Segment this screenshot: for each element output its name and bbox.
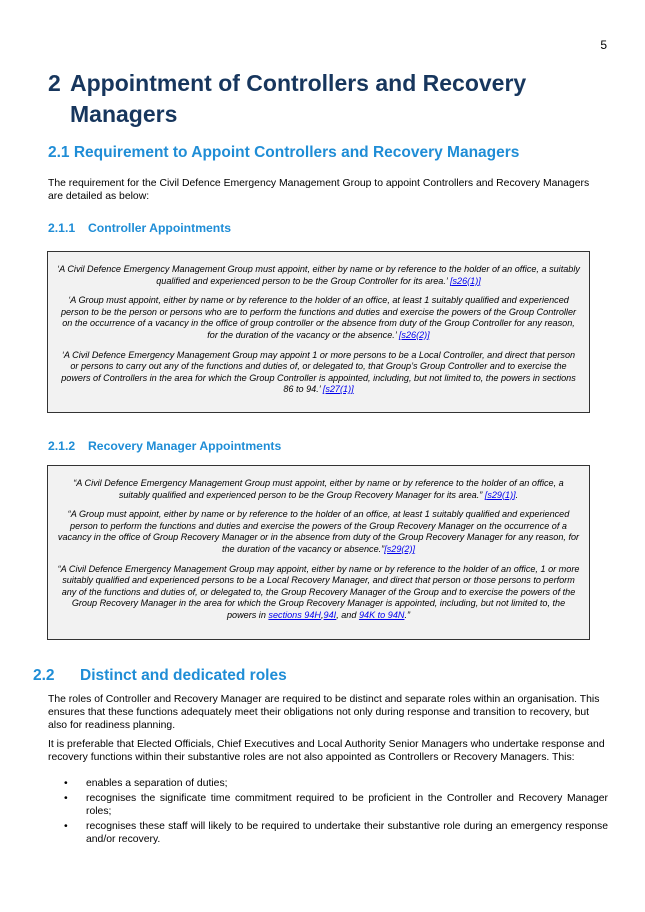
section-number: 2.1.1 bbox=[48, 221, 76, 235]
recovery-manager-quote-box bbox=[47, 465, 590, 640]
legislation-link[interactable]: [s26(2)] bbox=[398, 329, 430, 340]
quote-paragraph: “A Group must appoint, either by name or by reference to the holder of an office, at least 1 suitably qualified and experienced person to perform the functions and duties and exercise the powers of the Group Recovery Manager on the occurrence of a vacancy in the office of Group Recovery Manager or in the absence from duty of the Group Recovery Manager for any reason, for the duration of the vacancy or absence.”[s29(2)] bbox=[57, 509, 580, 554]
page-number: 5 bbox=[600, 38, 607, 52]
legislation-link[interactable]: [s27(1)] bbox=[322, 384, 354, 395]
bullet-list bbox=[64, 777, 608, 848]
section-title: Controller Appointments bbox=[88, 221, 232, 235]
chapter-number: 2 bbox=[48, 70, 61, 96]
list-item: • enables a separation of duties; bbox=[64, 777, 608, 790]
controller-quote-box bbox=[47, 251, 590, 413]
chapter-title-line2: Managers bbox=[70, 101, 178, 127]
section-title: Recovery Manager Appointments bbox=[88, 439, 282, 453]
section-heading-2-2 bbox=[33, 667, 287, 685]
section-2-2-paragraph-2: It is preferable that Elected Officials, Chief Executives and Local Authority Senior Managers who undertake response and recovery functions within their substantive roles are not also appointed as Controllers or Recovery Managers. This: bbox=[48, 739, 605, 763]
legislation-link[interactable]: sections 94H bbox=[268, 609, 321, 620]
section-number: 2.2 bbox=[33, 667, 55, 684]
section-2-2-paragraph-1: The roles of Controller and Recovery Manager are required to be distinct and separate roles within an organisation. This ensures that these functions adequately meet their obligations not only during response and transition to recovery, but also for readiness planning. bbox=[48, 694, 600, 731]
quote-paragraph: ‘A Civil Defence Emergency Management Group may appoint 1 or more persons to be a Local Controller, and direct that person or persons to carry out any of the functions and duties of, or delegated to, that Group’s Group Controller and to exercise the powers of Controllers in the area for which the Group Controller is appointed, including, but not limited to, the powers in sections 86 to 94.’ [s27(1)] bbox=[61, 349, 576, 395]
legislation-link[interactable]: 94K to 94N bbox=[358, 609, 405, 620]
list-item: • recognises these staff will likely to be required to undertake their substantive role during an emergency response and/or recovery. bbox=[64, 820, 608, 846]
quote-paragraph: “A Civil Defence Emergency Management Group may appoint, either by name or by reference to the holder of an office, 1 or more suitably qualified and experienced persons to be a Local Recovery Manager, and direct that person or those persons to perform any of the functions and duties of, or delegated to, the Group Recovery Manager of the Group and to exercise the powers of the Group Recovery Manager in the area for which the Group Recovery Manager is appointed, including, but not limited to, the powers in sections 94H,94I, and 94K to 94N.” bbox=[57, 563, 580, 620]
legislation-link[interactable]: [s29(2)] bbox=[384, 543, 416, 554]
legislation-link[interactable]: [s26(1)] bbox=[449, 275, 481, 286]
list-item: • recognises the significate time commitment required to be proficient in the Controller and Recovery Manager roles; bbox=[64, 792, 608, 818]
section-title: Distinct and dedicated roles bbox=[80, 667, 287, 684]
quote-paragraph: ‘A Civil Defence Emergency Management Group must appoint, either by name or by reference to the holder of an office, a suitably qualified and experienced person to be the Group Controller for its area.’ [s26(1)] bbox=[57, 264, 580, 286]
section-heading-2-1-2 bbox=[48, 439, 281, 453]
chapter-title-line1: Appointment of Controllers and Recovery bbox=[70, 70, 527, 96]
section-number: 2.1.2 bbox=[48, 439, 76, 453]
quote-paragraph: “A Civil Defence Emergency Management Group must appoint, either by name or by reference to the holder of an office, a suitably qualified and experienced person to be the Group Recovery Manager for its area.” [s29(1)]. bbox=[73, 478, 564, 500]
legislation-link[interactable]: 94I bbox=[323, 609, 337, 620]
section-2-1-intro: The requirement for the Civil Defence Emergency Management Group to appoint Controllers and Recovery Managers are detailed as below: bbox=[48, 178, 590, 202]
legislation-link[interactable]: [s29(1)] bbox=[484, 489, 516, 500]
section-heading-2-1: 2.1 Requirement to Appoint Controllers and Recovery Managers bbox=[48, 144, 520, 161]
quote-paragraph: ‘A Group must appoint, either by name or by reference to the holder of an office, at least 1 suitably qualified and experienced person to be the person or persons who are to perform the functions and duties and exercise the powers of the Group Controller on the occurrence of a vacancy in the office of group controller or the absence from duty of the Group Controller for any reason, for the duration of the vacancy or the absence.’ [s26(2)] bbox=[60, 295, 577, 340]
section-heading-2-1-1 bbox=[48, 221, 231, 235]
chapter-heading bbox=[48, 68, 608, 130]
